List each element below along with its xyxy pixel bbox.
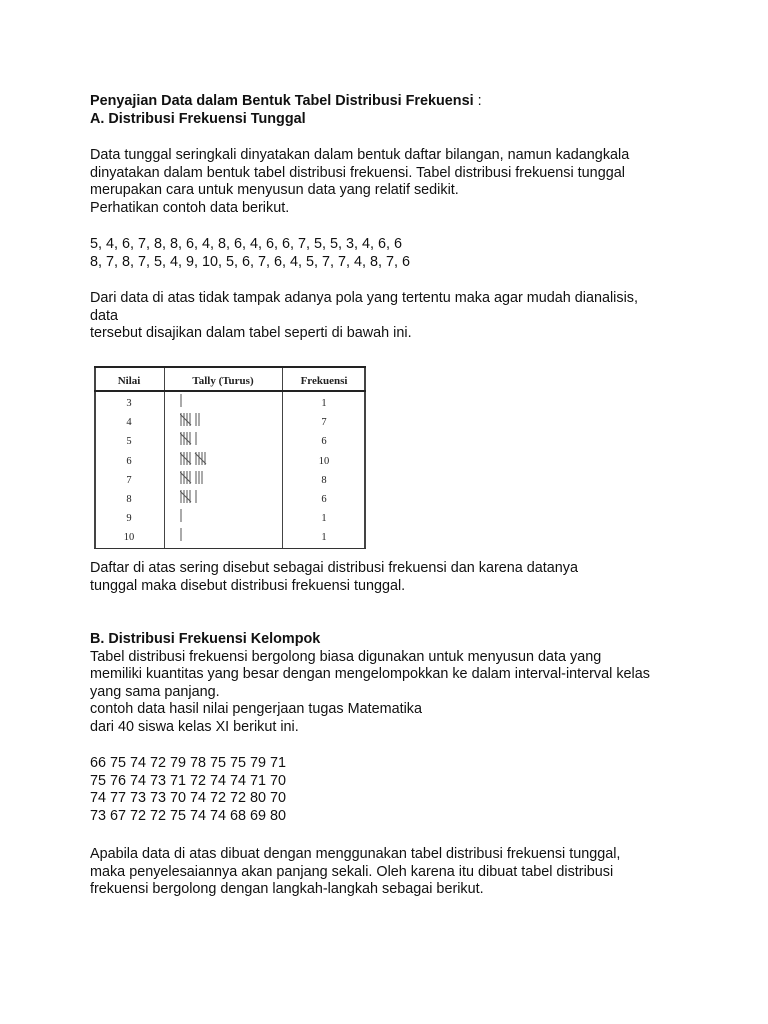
cell-tally xyxy=(180,431,240,446)
closing-paragraph xyxy=(90,846,690,899)
tally-marks-icon xyxy=(180,431,240,446)
paragraph-line: Apabila data di atas dibuat dengan menggunakan tabel distribusi frekuensi tunggal, xyxy=(90,846,621,862)
paragraph-line: Data tunggal seringkali dinyatakan dalam bentuk daftar bilangan, namun kadangkala xyxy=(90,147,630,163)
cell-tally xyxy=(180,508,240,523)
table-explanation-paragraph xyxy=(90,560,690,595)
paragraph-line: Tabel distribusi frekuensi bergolong biasa digunakan untuk menyusun data yang xyxy=(90,648,602,665)
paragraph-line: frekuensi bergolong dengan langkah-langkah sebagai berikut. xyxy=(90,881,484,898)
table-row xyxy=(94,469,366,487)
cell-frekuensi: 1 xyxy=(321,398,327,409)
cell-tally xyxy=(180,489,240,504)
cell-tally xyxy=(180,412,240,427)
data-line: 74 77 73 73 70 74 72 72 80 70 xyxy=(90,790,287,807)
paragraph-line: data xyxy=(90,307,119,324)
table-row xyxy=(94,450,366,468)
tally-marks-icon xyxy=(180,412,240,427)
cell-nilai: 10 xyxy=(123,532,135,544)
table-row xyxy=(94,488,366,506)
data-line: 5, 4, 6, 7, 8, 8, 6, 4, 8, 6, 4, 6, 6, 7, 5, 5, 3, 4, 6, 6 xyxy=(90,236,402,252)
cell-frekuensi: 8 xyxy=(321,474,327,486)
tally-marks-icon xyxy=(180,508,240,523)
cell-nilai: 3 xyxy=(126,398,132,409)
table-row xyxy=(94,430,366,448)
tally-marks-icon xyxy=(180,393,240,408)
heading-block xyxy=(90,93,690,128)
cell-tally xyxy=(180,470,240,485)
tally-marks-icon xyxy=(180,527,240,542)
intro-paragraph xyxy=(90,147,690,217)
cell-nilai: 9 xyxy=(126,513,132,525)
cell-frekuensi: 1 xyxy=(321,513,327,525)
table-intro-paragraph xyxy=(90,290,690,343)
cell-frekuensi: 1 xyxy=(321,532,327,544)
grouped-section xyxy=(90,631,690,737)
cell-nilai: 4 xyxy=(126,417,132,429)
table-row xyxy=(94,392,366,410)
cell-tally xyxy=(180,527,240,542)
single-data-list xyxy=(90,236,690,271)
section-b-title: B. Distribusi Frekuensi Kelompok xyxy=(90,631,321,647)
paragraph-line: Perhatikan contoh data berikut. xyxy=(90,199,290,216)
table-row xyxy=(94,526,366,544)
header-nilai: Nilai xyxy=(117,375,141,387)
paragraph-line: tunggal maka disebut distribusi frekuensi tunggal. xyxy=(90,577,406,594)
paragraph-line: Daftar di atas sering disebut sebagai distribusi frekuensi dan karena datanya xyxy=(90,560,578,576)
header-frekuensi: Frekuensi xyxy=(300,375,348,387)
paragraph-line: yang sama panjang. xyxy=(90,683,220,700)
paragraph-line: memiliki kuantitas yang besar dengan mengelompokkan ke dalam interval-interval kelas xyxy=(90,666,650,683)
paragraph-line: contoh data hasil nilai pengerjaan tugas Matematika xyxy=(90,701,422,718)
paragraph-line: tersebut disajikan dalam tabel seperti di bawah ini. xyxy=(90,325,412,342)
data-line: 66 75 74 72 79 78 75 75 79 71 xyxy=(90,755,287,771)
data-line: 75 76 74 73 71 72 74 74 71 70 xyxy=(90,772,287,789)
table-row xyxy=(94,411,366,429)
page-title-suffix: : xyxy=(473,93,482,109)
section-a-title: A. Distribusi Frekuensi Tunggal xyxy=(90,110,306,127)
cell-nilai: 6 xyxy=(126,455,132,467)
cell-frekuensi: 7 xyxy=(321,417,327,429)
paragraph-line: merupakan cara untuk menyusun data yang relatif sedikit. xyxy=(90,182,459,199)
page-title-line xyxy=(90,93,690,111)
cell-frekuensi: 6 xyxy=(321,436,327,448)
data-line: 73 67 72 72 75 74 74 68 69 80 xyxy=(90,807,287,824)
grouped-data-list xyxy=(90,755,690,825)
cell-nilai: 5 xyxy=(126,436,132,448)
paragraph-line: maka penyelesaiannya akan panjang sekali. Oleh karena itu dibuat tabel distribusi xyxy=(90,863,614,880)
paragraph-line: dinyatakan dalam bentuk tabel distribusi frekuensi. Tabel distribusi frekuensi tunggal xyxy=(90,164,625,181)
header-tally: Tally (Turus) xyxy=(192,375,254,387)
cell-nilai: 7 xyxy=(126,474,132,486)
cell-frekuensi: 6 xyxy=(321,494,327,505)
paragraph-line: Dari data di atas tidak tampak adanya pola yang tertentu maka agar mudah dianalisis, xyxy=(90,290,638,306)
page-title: Penyajian Data dalam Bentuk Tabel Distribusi Frekuensi xyxy=(90,93,474,109)
frequency-table xyxy=(94,366,366,549)
tally-marks-icon xyxy=(180,451,240,466)
paragraph-line: dari 40 siswa kelas XI berikut ini. xyxy=(90,718,299,735)
table-row xyxy=(94,507,366,525)
cell-nilai: 8 xyxy=(126,494,132,505)
table-header xyxy=(94,366,366,392)
tally-marks-icon xyxy=(180,489,240,504)
tally-marks-icon xyxy=(180,470,240,485)
cell-tally xyxy=(180,393,240,408)
cell-tally xyxy=(180,451,240,466)
cell-frekuensi: 10 xyxy=(318,455,330,467)
data-line: 8, 7, 8, 7, 5, 4, 9, 10, 5, 6, 7, 6, 4, 5, 7, 7, 4, 8, 7, 6 xyxy=(90,253,411,270)
